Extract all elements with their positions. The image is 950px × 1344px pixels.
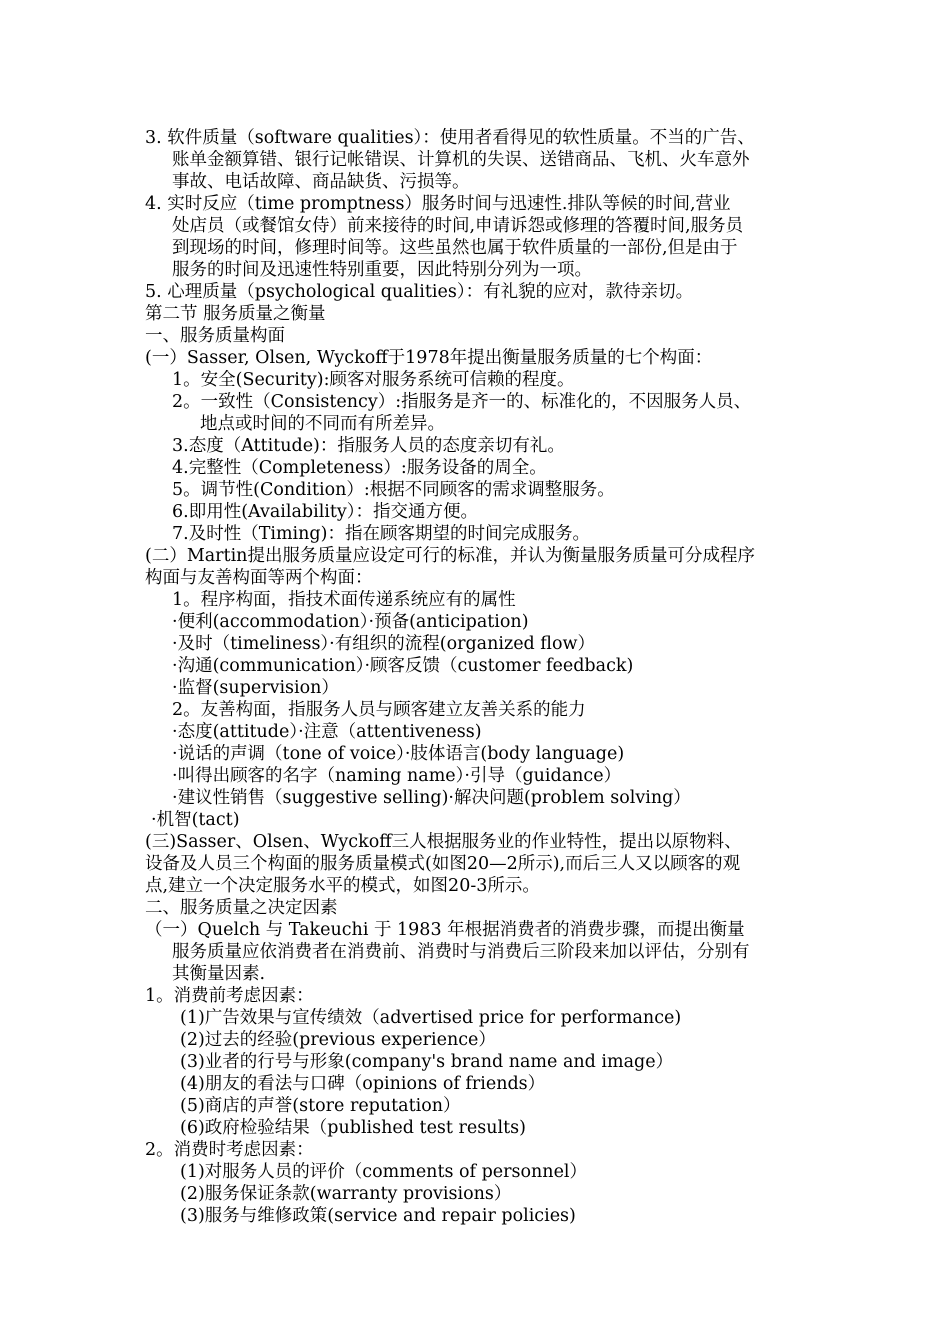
text-line: ·监督(supervision） <box>172 678 339 698</box>
text-line: (3)业者的行号与形象(company's brand name and image） <box>180 1052 674 1072</box>
text-line: ·机智(tact) <box>151 810 240 830</box>
text-line: 其衡量因素. <box>172 964 266 984</box>
text-line: 7.及时性（Timing)：指在顾客期望的时间完成服务。 <box>172 524 590 544</box>
text-line: (三)Sasser、Olsen、Wyckoff三人根据服务业的作业特性，提出以原物料、 <box>145 832 742 852</box>
text-line: 2。一致性（Consistency）:指服务是齐一的、标准化的，不因服务人员、 <box>172 392 752 412</box>
text-line: 5. 心理质量（psychological qualities）：有礼貌的应对，款待亲切。 <box>145 282 694 302</box>
text-line: 3.态度（Attitude)：指服务人员的态度亲切有礼。 <box>172 436 565 456</box>
text-line: (2)过去的经验(previous experience） <box>180 1030 496 1050</box>
text-line: 4. 实时反应（time promptness）服务时间与迅速性.排队等候的时间,营业 <box>145 194 731 214</box>
text-line: 3. 软件质量（software qualities）：使用者看得见的软性质量。不当的广告、 <box>145 128 755 148</box>
text-line: ·便利(accommodation）·预备(anticipation) <box>172 612 529 632</box>
text-line: 第二节 服务质量之衡量 <box>145 304 326 324</box>
text-line: 2。友善构面，指服务人员与顾客建立友善关系的能力 <box>172 700 586 720</box>
text-line: 服务质量应依消费者在消费前、消费时与消费后三阶段来加以评估，分别有 <box>172 942 750 962</box>
text-line: 1。安全(Security):顾客对服务系统可信赖的程度。 <box>172 370 575 390</box>
text-line: 二、服务质量之决定因素 <box>145 898 338 918</box>
text-line: （一）Quelch 与 Takeuchi 于 1983 年根据消费者的消费步骤，而提出衡量 <box>145 920 745 940</box>
text-line: (2)服务保证条款(warranty provisions） <box>180 1184 512 1204</box>
text-line: 5。调节性(Condition）:根据不同顾客的需求调整服务。 <box>172 480 615 500</box>
text-line: 到现场的时间，修理时间等。这些虽然也属于软件质量的一部份,但是由于 <box>172 238 738 258</box>
text-line: 处店员（或餐馆女侍）前来接待的时间,申请诉怨或修理的答覆时间,服务员 <box>172 216 744 236</box>
text-line: (3)服务与维修政策(service and repair policies) <box>180 1206 576 1226</box>
text-line: 6.即用性(Availability）：指交通方便。 <box>172 502 479 522</box>
text-line: 4.完整性（Completeness）:服务设备的周全。 <box>172 458 547 478</box>
text-line: 1。消费前考虑因素： <box>145 986 314 1006</box>
text-line: 构面与友善构面等两个构面： <box>145 568 373 588</box>
text-line: ·态度(attitude）·注意（attentiveness) <box>172 722 482 742</box>
text-line: 服务的时间及迅速性特别重要，因此特别分列为一项。 <box>172 260 592 280</box>
text-line: ·沟通(communication）·顾客反馈（customer feedback) <box>172 656 634 676</box>
text-line: 账单金额算错、银行记帐错误、计算机的失误、送错商品、飞机、火车意外 <box>172 150 750 170</box>
text-line: 1。程序构面，指技术面传递系统应有的属性 <box>172 590 516 610</box>
text-line: (1)对服务人员的评价（comments of personnel） <box>180 1162 588 1182</box>
text-line: (二）Martin提出服务质量应设定可行的标准，并认为衡量服务质量可分成程序 <box>145 546 755 566</box>
text-line: 事故、电话故障、商品缺货、污损等。 <box>172 172 470 192</box>
text-line: 设备及人员三个构面的服务质量模式(如图20—2所示),而后三人又以顾客的观 <box>145 854 741 874</box>
text-line: 2。消费时考虑因素： <box>145 1140 314 1160</box>
text-line: (6)政府检验结果（published test results) <box>180 1118 526 1138</box>
text-line: (一）Sasser, Olsen, Wyckoff于1978年提出衡量服务质量的七个构面： <box>145 348 713 368</box>
text-line: (5)商店的声誉(store reputation） <box>180 1096 461 1116</box>
text-line: 一、服务质量构面 <box>145 326 285 346</box>
text-line: ·说话的声调（tone of voice）·肢体语言(body language) <box>172 744 625 764</box>
text-line: ·叫得出顾客的名字（naming name）·引导（guidance） <box>172 766 622 786</box>
text-line: 点,建立一个决定服务水平的模式，如图20-3所示。 <box>145 876 540 896</box>
text-line: ·建议性销售（suggestive selling)·解决问题(problem solving） <box>172 788 691 808</box>
text-line: (1)广告效果与宣传绩效（advertised price for performance) <box>180 1008 682 1028</box>
text-line: ·及时（timeliness）·有组织的流程(organized flow） <box>172 634 595 654</box>
text-line: 地点或时间的不同而有所差异。 <box>200 414 445 434</box>
text-line: (4)朋友的看法与口碑（opinions of friends） <box>180 1074 546 1094</box>
